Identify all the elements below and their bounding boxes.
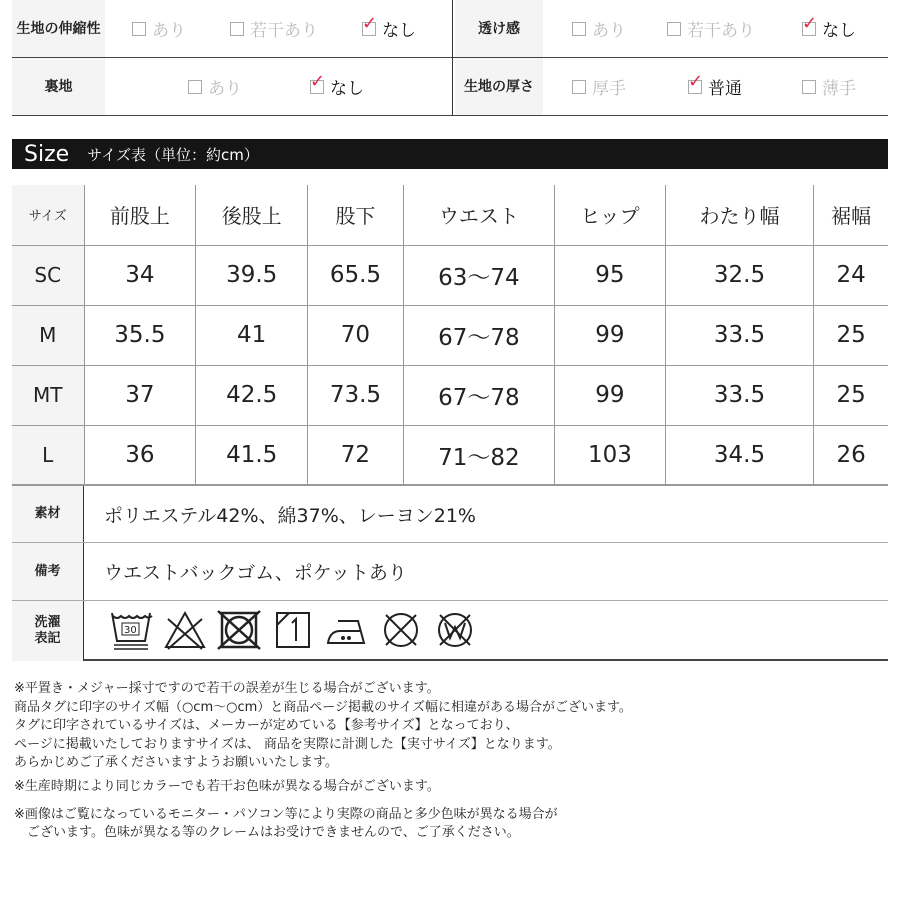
thickness-opt-2 <box>802 58 856 115</box>
table-cell: 34.5 <box>665 425 813 485</box>
option-label: 普通 <box>708 79 742 99</box>
column-header: 裾幅 <box>814 185 888 245</box>
lining-opt-1 <box>310 58 364 115</box>
size-subtitle: サイズ表（単位：約cm） <box>87 145 259 164</box>
footnote: あらかじめご了承くださいますようお願いいたします。 <box>14 755 338 771</box>
table-cell: 24 <box>814 245 888 305</box>
table-cell: 99 <box>555 365 666 425</box>
footnote: 商品タグに印字のサイズ幅（○cm～○cm）と商品ページ掲載のサイズ幅に相違がある場合がございます。 <box>14 699 632 715</box>
footnote: ページに掲載いたしておりますサイズは、 商品を実際に計測した【実寸サイズ】となります。 <box>14 736 561 752</box>
table-cell: 71～82 <box>403 425 554 485</box>
care-label <box>12 601 84 661</box>
table-cell: 35.5 <box>84 305 196 365</box>
size-table <box>12 185 888 486</box>
checkbox-icon <box>230 22 244 36</box>
no-wet-clean-icon <box>432 607 478 653</box>
checked-checkbox-icon: ✓ <box>362 12 378 34</box>
checkbox-icon <box>188 80 202 94</box>
option-label: なし <box>822 21 856 41</box>
sheer-label: 透け感 <box>455 0 543 57</box>
footnotes <box>14 680 632 843</box>
table-cell: 103 <box>555 425 666 485</box>
table-cell: 32.5 <box>665 245 813 305</box>
table-cell: 25 <box>814 365 888 425</box>
option-label: 薄手 <box>822 79 856 99</box>
stretch-opt-2 <box>362 0 416 57</box>
column-header: わたり幅 <box>665 185 813 245</box>
size-title: Size <box>24 141 70 167</box>
table-cell: 63～74 <box>403 245 554 305</box>
notes-label: 備考 <box>12 543 84 600</box>
table-cell: 36 <box>84 425 196 485</box>
attr-row-2 <box>12 58 888 116</box>
column-header: サイズ <box>12 185 84 245</box>
column-header: ヒップ <box>555 185 666 245</box>
option-label: 若干あり <box>250 21 318 41</box>
sheer-opt-2 <box>802 0 856 57</box>
checkbox-icon <box>667 22 681 36</box>
sheer-opt-1 <box>667 0 755 57</box>
table-cell: 41.5 <box>196 425 308 485</box>
table-cell: 70 <box>308 305 404 365</box>
footnote: ※生産時期により同じカラーでも若干お色味が異なる場合がございます。 <box>14 778 440 794</box>
table-cell: 65.5 <box>308 245 404 305</box>
option-label: あり <box>592 21 626 41</box>
column-header: 前股上 <box>84 185 196 245</box>
material-value: ポリエステル42%、綿37%、レーヨン21% <box>104 504 476 527</box>
table-cell: 67～78 <box>403 305 554 365</box>
table-header-row <box>12 185 888 245</box>
table-cell: SC <box>12 245 84 305</box>
option-label: 厚手 <box>592 79 626 99</box>
checkbox-icon <box>572 80 586 94</box>
checked-checkbox-icon: ✓ <box>310 70 326 92</box>
attr-row-1 <box>12 0 888 58</box>
table-cell: 34 <box>84 245 196 305</box>
notes-value: ウエストバックゴム、ポケットあり <box>104 562 407 584</box>
sheer-opt-0 <box>572 0 626 57</box>
table-cell: M <box>12 305 84 365</box>
option-label: なし <box>382 21 416 41</box>
footnote: ※画像はご覧になっているモニター・パソコン等により実際の商品と多少色味が異なる場合が <box>14 806 558 822</box>
material-label: 素材 <box>12 486 84 542</box>
stretch-label: 生地の伸縮性 <box>12 0 105 57</box>
column-header: ウエスト <box>403 185 554 245</box>
wash-30-icon <box>108 607 154 653</box>
divider <box>452 0 453 116</box>
footnote: タグに印字されているサイズは、メーカーが定めている【参考サイズ】となっており、 <box>14 718 519 734</box>
table-row <box>12 425 888 485</box>
fabric-attributes <box>12 0 888 116</box>
table-cell: 72 <box>308 425 404 485</box>
table-cell: 39.5 <box>196 245 308 305</box>
svg-text:30: 30 <box>124 625 137 636</box>
footnote: ※平置き・メジャー採寸ですので若干の誤差が生じる場合がございます。 <box>14 681 440 696</box>
thickness-label: 生地の厚さ <box>455 58 543 115</box>
checkbox-icon <box>572 22 586 36</box>
details-table <box>12 484 888 661</box>
line-dry-shade-icon <box>270 607 316 653</box>
table-cell: 73.5 <box>308 365 404 425</box>
checked-checkbox-icon: ✓ <box>688 70 704 92</box>
care-label-text: 洗濯表記 <box>34 615 61 646</box>
table-cell: 25 <box>814 305 888 365</box>
option-label: なし <box>330 79 364 99</box>
table-cell: 41 <box>196 305 308 365</box>
table-cell: 42.5 <box>196 365 308 425</box>
table-row <box>12 245 888 305</box>
table-cell: 95 <box>555 245 666 305</box>
table-cell: MT <box>12 365 84 425</box>
table-row <box>12 305 888 365</box>
table-cell: 33.5 <box>665 305 813 365</box>
table-cell: 99 <box>555 305 666 365</box>
lining-label: 裏地 <box>12 58 105 115</box>
table-cell: 67～78 <box>403 365 554 425</box>
option-label: あり <box>208 79 242 99</box>
stretch-opt-0 <box>132 0 186 57</box>
checkbox-icon <box>802 80 816 94</box>
table-cell: 37 <box>84 365 196 425</box>
material-row <box>12 486 888 543</box>
care-icons <box>108 607 478 653</box>
thickness-opt-0 <box>572 58 626 115</box>
iron-medium-icon <box>324 607 370 653</box>
checkbox-icon <box>132 22 146 36</box>
option-label: あり <box>152 21 186 41</box>
table-row <box>12 365 888 425</box>
table-cell: 26 <box>814 425 888 485</box>
option-label: 若干あり <box>687 21 755 41</box>
lining-opt-0 <box>188 58 242 115</box>
table-cell: 33.5 <box>665 365 813 425</box>
no-dry-clean-icon <box>378 607 424 653</box>
size-header-bar <box>12 139 888 169</box>
checked-checkbox-icon: ✓ <box>802 12 818 34</box>
stretch-opt-1 <box>230 0 318 57</box>
care-row <box>12 601 888 661</box>
notes-row <box>12 543 888 601</box>
footnote: ございます。色味が異なる等のクレームはお受けできませんので、ご了承ください。 <box>14 825 520 841</box>
column-header: 股下 <box>308 185 404 245</box>
no-bleach-icon <box>162 607 208 653</box>
no-tumble-dry-icon <box>216 607 262 653</box>
column-header: 後股上 <box>196 185 308 245</box>
thickness-opt-1 <box>688 58 742 115</box>
table-cell: L <box>12 425 84 485</box>
